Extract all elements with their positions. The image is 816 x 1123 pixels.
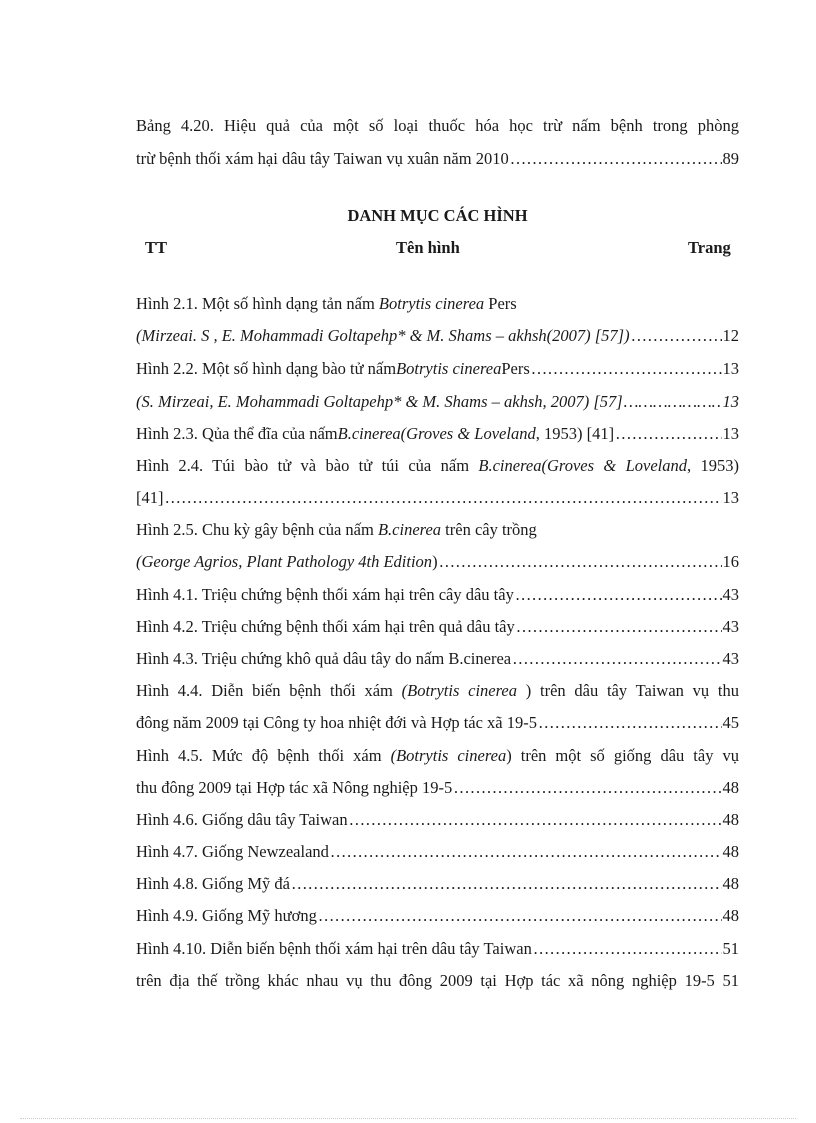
dot-leader bbox=[318, 904, 722, 928]
figure-entry-4-1 bbox=[136, 583, 739, 607]
page-number: 13 bbox=[722, 392, 739, 411]
dot-leader bbox=[624, 390, 722, 414]
entry-italic: (S. Mirzeai, E. Mohammadi Goltapehp* & M. Shams – akhsh, 2007) [57] bbox=[136, 392, 623, 411]
figure-entry-4-10-line1 bbox=[136, 937, 739, 961]
entry-text: Pers bbox=[484, 294, 517, 313]
page-number: 12 bbox=[722, 326, 739, 345]
entry-text: Hình 4.7. Giống Newzealand bbox=[136, 842, 329, 861]
entry-italic: B.cinerea(Groves & Loveland bbox=[337, 424, 536, 443]
entry-text: Hình 4.8. Giống Mỹ đá bbox=[136, 874, 290, 893]
dot-leader bbox=[439, 550, 722, 574]
dot-leader bbox=[615, 422, 721, 446]
entry-italic: (Botrytis cinerea bbox=[401, 681, 517, 700]
page-number: 48 bbox=[722, 906, 739, 925]
figure-entry-2-3 bbox=[136, 422, 739, 446]
page-number: 13 bbox=[722, 424, 739, 443]
dot-leader bbox=[165, 486, 722, 510]
column-header-tt: TT bbox=[145, 238, 168, 257]
entry-text: Hình 4.5. Mức độ bệnh thối xám bbox=[136, 746, 391, 765]
dot-leader bbox=[533, 937, 722, 961]
page-number: 48 bbox=[722, 778, 739, 797]
entry-text: ) trên dâu tây Taiwan vụ thu bbox=[517, 681, 739, 700]
dot-leader bbox=[453, 776, 721, 800]
entry-italic: Botrytis cinerea bbox=[396, 359, 502, 378]
table-entry-4-20-line1: Bảng 4.20. Hiệu quả của một số loại thuốc hóa học trừ nấm bệnh trong phòng bbox=[136, 116, 739, 135]
entry-text: Hình 2.5. Chu kỳ gây bệnh của nấm bbox=[136, 520, 378, 539]
page-number: 48 bbox=[722, 874, 739, 893]
dot-leader bbox=[515, 583, 722, 607]
figure-entry-2-1-line2 bbox=[136, 324, 739, 348]
page-number: 89 bbox=[722, 149, 739, 168]
dot-leader bbox=[631, 324, 722, 348]
page-number: 16 bbox=[722, 552, 739, 571]
dot-leader bbox=[538, 711, 721, 735]
page-bottom-divider bbox=[20, 1118, 796, 1119]
figure-entry-4-5-line1 bbox=[136, 744, 739, 768]
table-entry-4-20-line2 bbox=[136, 147, 739, 171]
entry-text: thu đông 2009 tại Hợp tác xã Nông nghiệp 19-5 bbox=[136, 778, 453, 797]
column-header-name: Tên hình bbox=[396, 238, 460, 257]
figure-entry-2-2-line1 bbox=[136, 357, 739, 381]
dot-leader bbox=[516, 615, 722, 639]
page-number: 51 bbox=[722, 939, 739, 958]
dot-leader bbox=[512, 647, 721, 671]
entry-italic: Botrytis cinerea bbox=[378, 294, 485, 313]
figure-entry-4-4-line2 bbox=[136, 711, 739, 735]
entry-italic: B.cinerea bbox=[377, 520, 442, 539]
entry-italic: (Botrytis cinerea bbox=[390, 746, 507, 765]
entry-text: Hình 4.3. Triệu chứng khô quả dâu tây do nấm B.cinerea bbox=[136, 649, 512, 668]
dot-leader bbox=[330, 840, 722, 864]
figure-entry-2-2-line2 bbox=[136, 390, 739, 414]
figure-entry-2-5-line1 bbox=[136, 518, 739, 542]
entry-text: , 1953) bbox=[687, 456, 739, 475]
entry-text: Hình 4.10. Diễn biến bệnh thối xám hại trên dâu tây Taiwan bbox=[136, 939, 532, 958]
entry-text: trên cây trồng bbox=[441, 520, 537, 539]
entry-italic: B.cinerea(Groves & Loveland bbox=[478, 456, 687, 475]
entry-text: Hình 2.1. Một số hình dạng tản nấm bbox=[136, 294, 379, 313]
figure-entry-2-5-line2 bbox=[136, 550, 739, 574]
figure-entry-4-2 bbox=[136, 615, 739, 639]
entry-text: Hình 4.4. Diễn biến bệnh thối xám bbox=[136, 681, 402, 700]
entry-text: Hình 4.6. Giống dâu tây Taiwan bbox=[136, 810, 348, 829]
entry-text: ) bbox=[432, 552, 438, 571]
figure-entry-2-1-line1 bbox=[136, 292, 739, 316]
column-header-page: Trang bbox=[688, 238, 731, 257]
entry-text: , 1953) [41] bbox=[535, 424, 615, 443]
entry-text: Hình 2.4. Túi bào tử và bào tử túi của nấm bbox=[136, 456, 479, 475]
page-number: 48 bbox=[722, 842, 739, 861]
entry-text: Hình 4.9. Giống Mỹ hương bbox=[136, 906, 317, 925]
figure-entry-2-4-line1 bbox=[136, 454, 739, 478]
figure-entry-4-9 bbox=[136, 904, 739, 928]
figure-entry-4-5-line2 bbox=[136, 776, 739, 800]
page-number: 13 bbox=[722, 359, 739, 378]
figure-entry-4-8 bbox=[136, 872, 739, 896]
entry-text: Hình 2.2. Một số hình dạng bào tử nấm bbox=[136, 359, 397, 378]
entry-text: Hình 4.2. Triệu chứng bệnh thối xám hại trên quả dâu tây bbox=[136, 617, 515, 636]
page-number: 43 bbox=[722, 649, 739, 668]
dot-leader bbox=[510, 147, 722, 171]
page-number: 43 bbox=[722, 617, 739, 636]
entry-text: Hình 4.1. Triệu chứng bệnh thối xám hại trên cây dâu tây bbox=[136, 585, 514, 604]
entry-text: Hình 2.3. Qủa thể đĩa của nấm bbox=[136, 424, 338, 443]
figure-entry-2-4-line2 bbox=[136, 486, 739, 510]
entry-italic: (George Agrios, Plant Pathology 4th Edition bbox=[136, 552, 433, 571]
page-number: 45 bbox=[722, 713, 739, 732]
figure-entry-4-7 bbox=[136, 840, 739, 864]
figure-entry-4-10-line2: trên địa thế trồng khác nhau vụ thu đông 2009 tại Hợp tác xã nông nghiệp 19-5 51 bbox=[136, 971, 739, 990]
entry-text: Pers bbox=[501, 359, 530, 378]
figure-entry-4-4-line1 bbox=[136, 679, 739, 703]
dot-leader bbox=[349, 808, 722, 832]
page-number: 13 bbox=[722, 488, 739, 507]
entry-text: trừ bệnh thối xám hại dâu tây Taiwan vụ xuân năm 2010 bbox=[136, 149, 509, 168]
entry-text: ) trên một số giống dâu tây vụ bbox=[506, 746, 739, 765]
dot-leader bbox=[291, 872, 722, 896]
page-number: 43 bbox=[722, 585, 739, 604]
figures-list-title: DANH MỤC CÁC HÌNH bbox=[347, 206, 528, 225]
entry-text: [41] bbox=[136, 488, 164, 507]
figure-entry-4-6 bbox=[136, 808, 739, 832]
entry-italic: (Mirzeai. S , E. Mohammadi Goltapehp* & M. Shams – akhsh(2007) [57]) bbox=[136, 326, 630, 345]
figure-entry-4-3 bbox=[136, 647, 739, 671]
page-number: 48 bbox=[722, 810, 739, 829]
entry-text: đông năm 2009 tại Công ty hoa nhiệt đới và Hợp tác xã 19-5 bbox=[136, 713, 538, 732]
dot-leader bbox=[531, 357, 722, 381]
